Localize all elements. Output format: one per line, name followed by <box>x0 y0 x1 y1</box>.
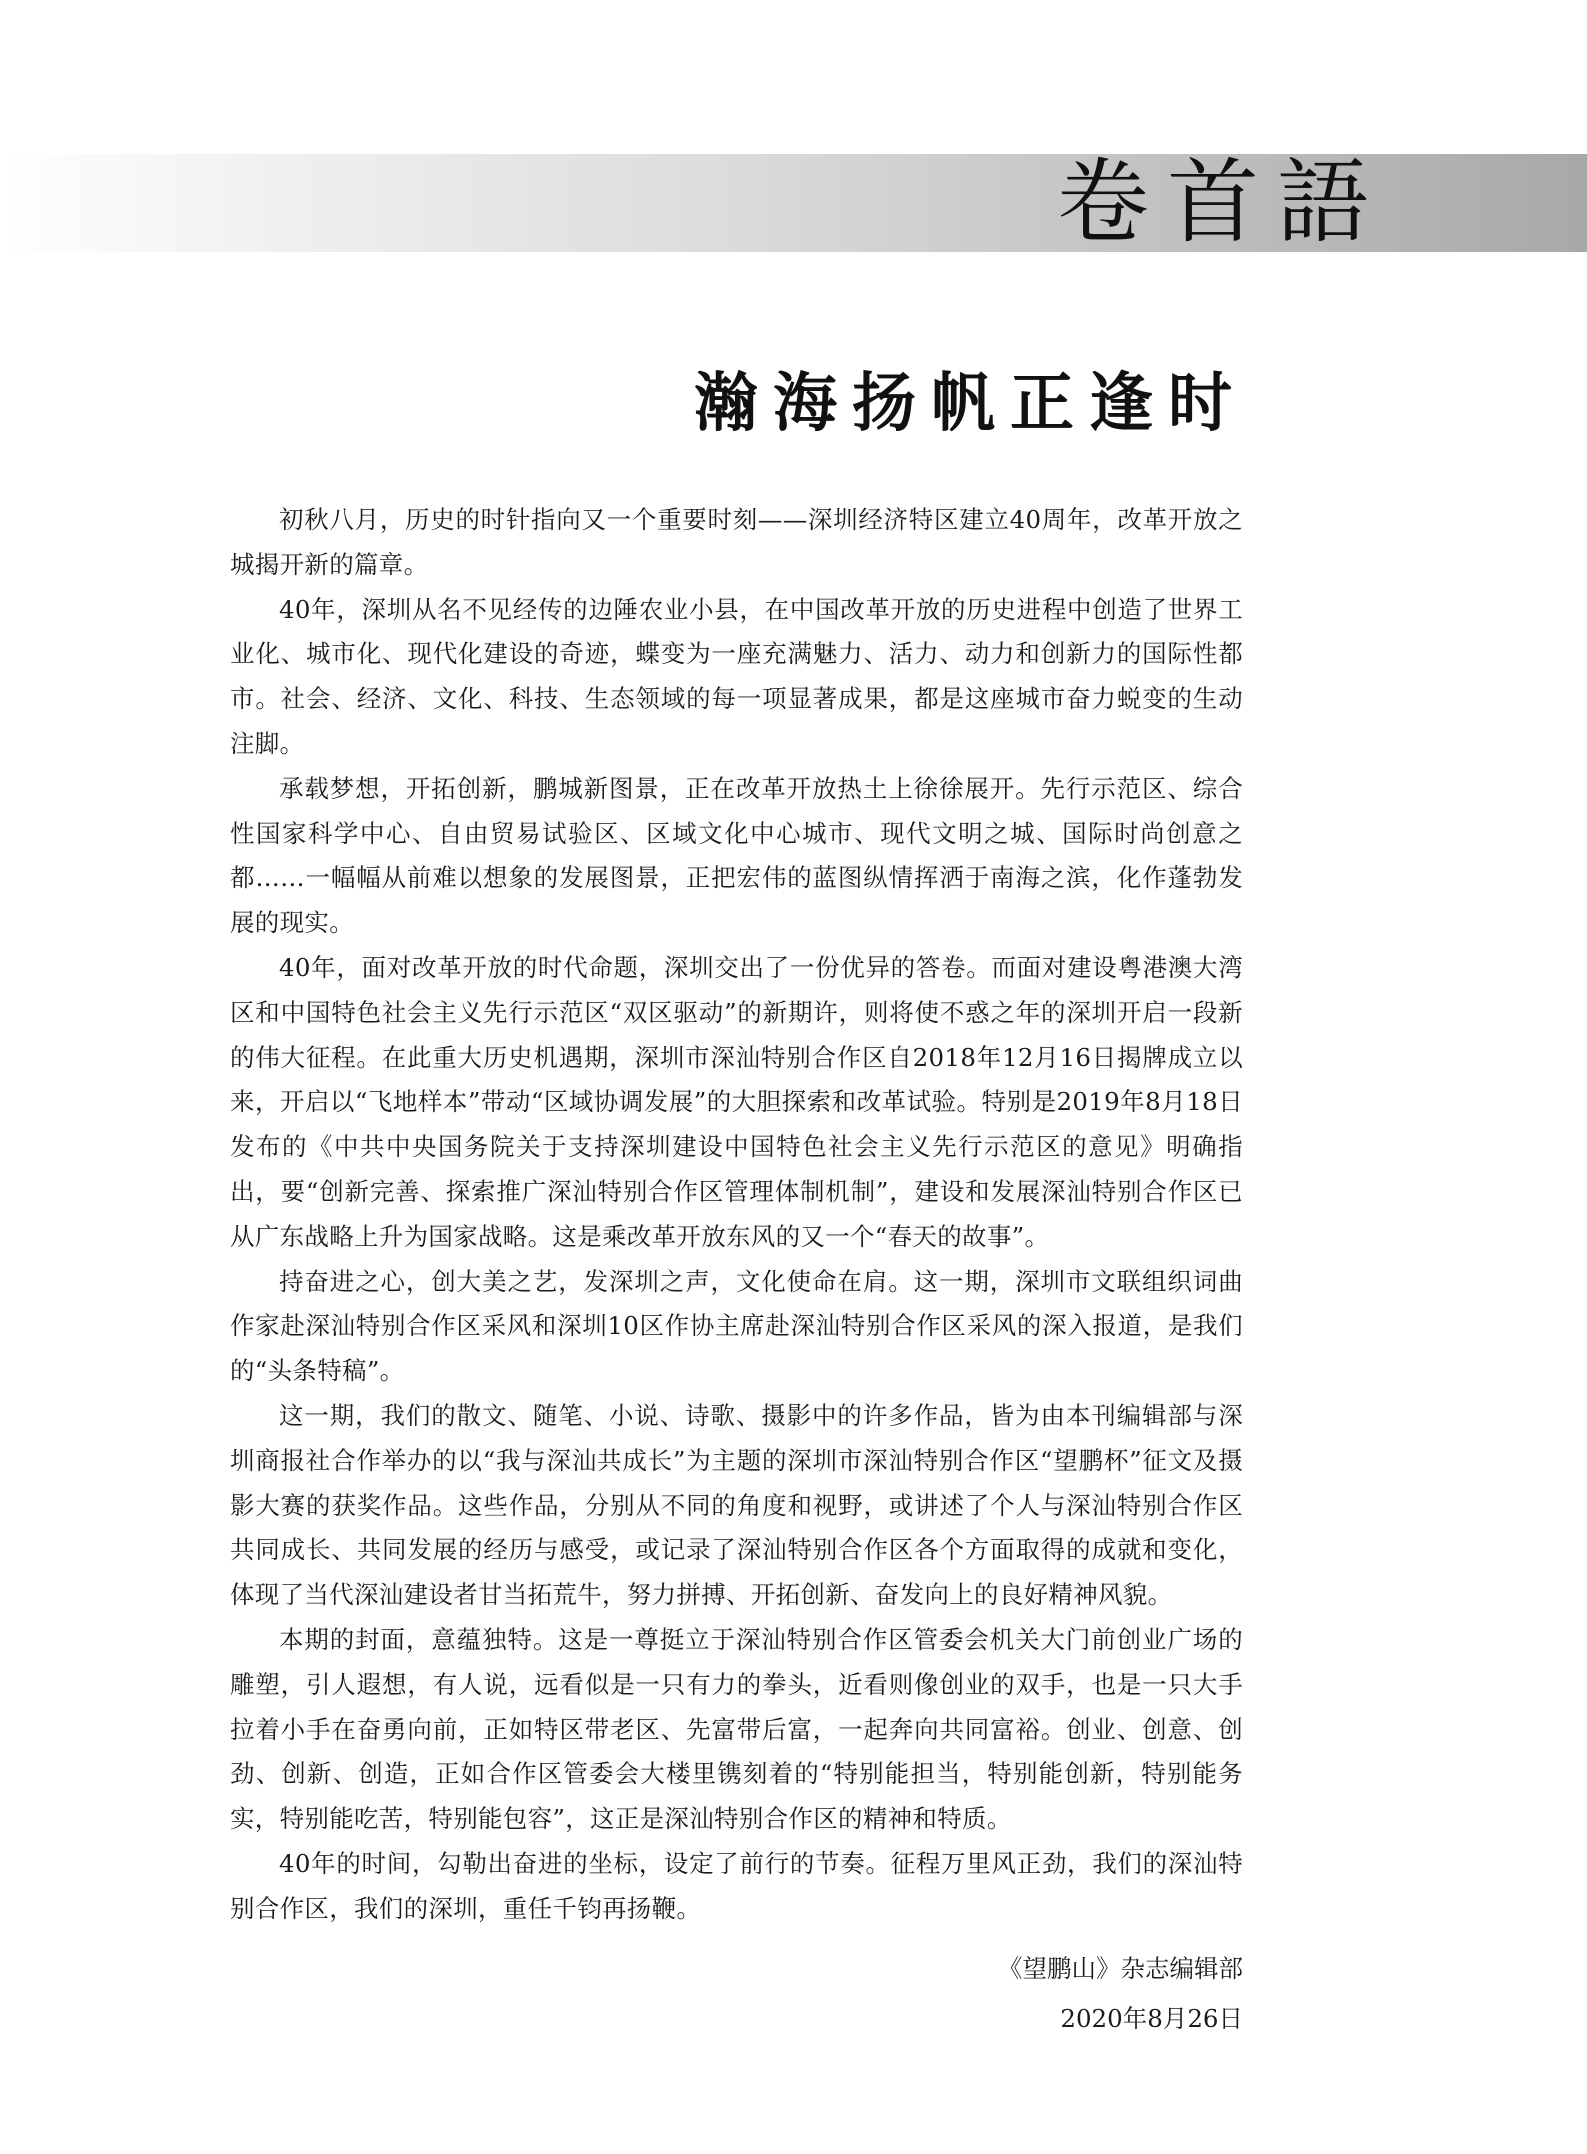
signature <box>998 1944 1243 2044</box>
paragraph: 40年，面对改革开放的时代命题，深圳交出了一份优异的答卷。而面对建设粤港澳大湾区和中国特色社会主义先行示范区“双区驱动”的新期许，则将使不惑之年的深圳开启一段新的伟大征程。在此重大历史机遇期，深圳市深汕特别合作区自2018年12月16日揭牌成立以来，开启以“飞地样本”带动“区域协调发展”的大胆探索和改革试验。特别是2019年8月18日发布的《中共中央国务院关于支持深圳建设中国特色社会主义先行示范区的意见》明确指出，要“创新完善、探索推广深汕特别合作区管理体制机制”，建设和发展深汕特别合作区已从广东战略上升为国家战略。这是乘改革开放东风的又一个“春天的故事”。 <box>230 952 1243 1251</box>
paragraph: 持奋进之心，创大美之艺，发深圳之声，文化使命在肩。这一期，深圳市文联组织词曲作家赴深汕特别合作区采风和深圳10区作协主席赴深汕特别合作区采风的深入报道，是我们的“头条特稿”。 <box>230 1266 1243 1386</box>
section-title: 卷首語 <box>1056 149 1387 256</box>
paragraph: 本期的封面，意蕴独特。这是一尊挺立于深汕特别合作区管委会机关大门前创业广场的雕塑，引人遐想，有人说，远看似是一只有力的拳头，近看则像创业的双手，也是一只大手拉着小手在奋勇向前，正如特区带老区、先富带后富，一起奔向共同富裕。创业、创意、创劲、创新、创造，正如合作区管委会大楼里镌刻着的“特别能担当，特别能创新，特别能务实，特别能吃苦，特别能包容”，这正是深汕特别合作区的精神和特质。 <box>230 1624 1243 1834</box>
paragraph: 40年，深圳从名不见经传的边陲农业小县，在中国改革开放的历史进程中创造了世界工业化、城市化、现代化建设的奇迹，蝶变为一座充满魅力、活力、动力和创新力的国际性都市。社会、经济、文化、科技、生态领域的每一项显著成果，都是这座城市奋力蜕变的生动注脚。 <box>230 594 1243 758</box>
signature-date: 2020年8月26日 <box>1060 2004 1243 2033</box>
signature-author: 《望鹏山》杂志编辑部 <box>998 1954 1243 1983</box>
article-title: 瀚海扬帆正逢时 <box>694 367 1247 441</box>
article-body <box>230 498 1243 1932</box>
paragraph: 40年的时间，勾勒出奋进的坐标，设定了前行的节奏。征程万里风正劲，我们的深汕特别合作区，我们的深圳，重任千钧再扬鞭。 <box>230 1848 1243 1923</box>
paragraph: 这一期，我们的散文、随笔、小说、诗歌、摄影中的许多作品，皆为由本刊编辑部与深圳商报社合作举办的以“我与深汕共成长”为主题的深圳市深汕特别合作区“望鹏杯”征文及摄影大赛的获奖作品。这些作品，分别从不同的角度和视野，或讲述了个人与深汕特别合作区共同成长、共同发展的经历与感受，或记录了深汕特别合作区各个方面取得的成就和变化，体现了当代深汕建设者甘当拓荒牛，努力拼搏、开拓创新、奋发向上的良好精神风貌。 <box>230 1400 1243 1610</box>
paragraph: 承载梦想，开拓创新，鹏城新图景，正在改革开放热土上徐徐展开。先行示范区、综合性国家科学中心、自由贸易试验区、区域文化中心城市、现代文明之城、国际时尚创意之都……一幅幅从前难以想象的发展图景，正把宏伟的蓝图纵情挥洒于南海之滨，化作蓬勃发展的现实。 <box>230 773 1243 938</box>
paragraph: 初秋八月，历史的时针指向又一个重要时刻——深圳经济特区建立40周年，改革开放之城揭开新的篇章。 <box>230 505 1243 579</box>
